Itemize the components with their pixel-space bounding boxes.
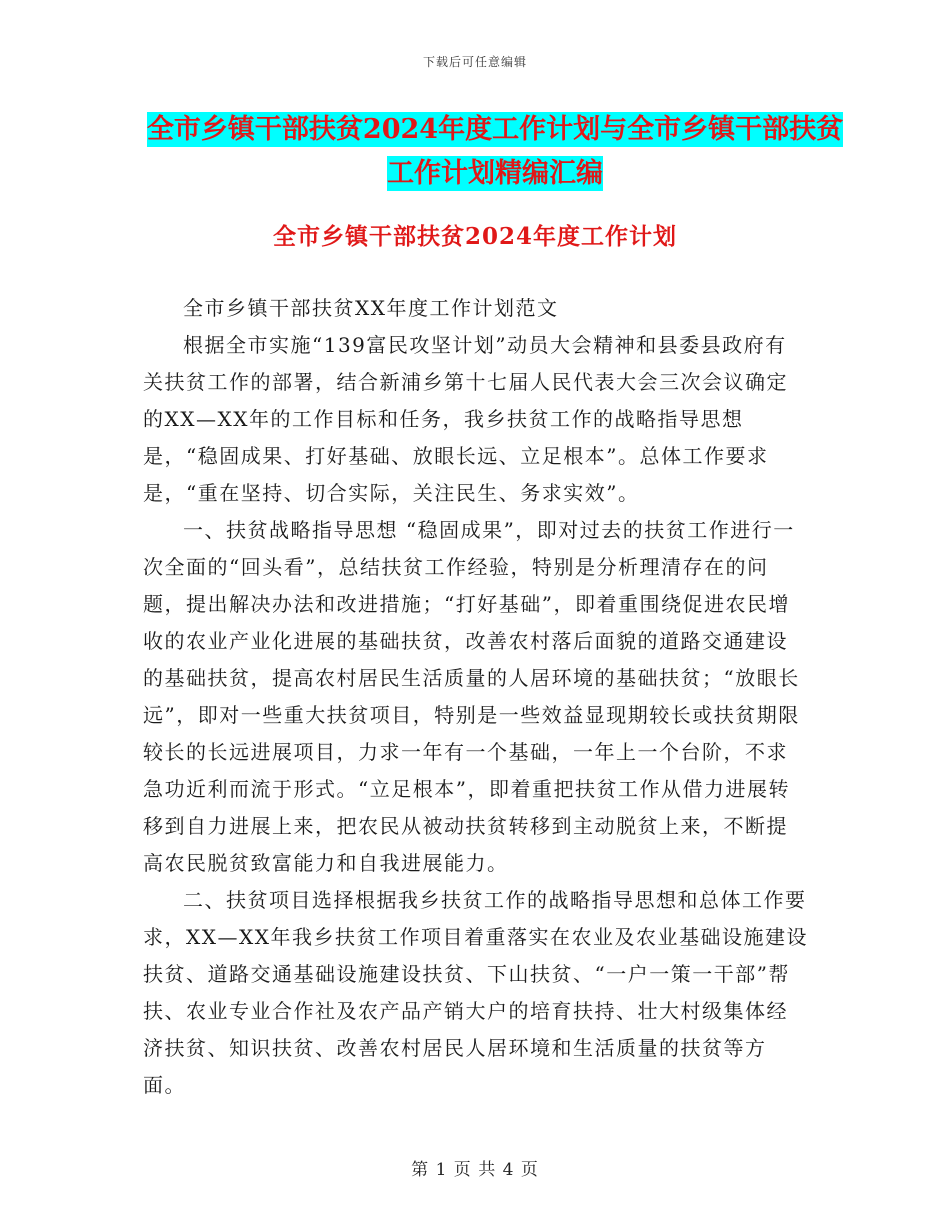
page-number: 第 1 页 共 4 页 <box>411 1160 539 1180</box>
paragraph: 全市乡镇干部扶贫XX年度工作计划范文 <box>183 296 559 320</box>
header-note: 下载后可任意编辑 <box>422 55 527 69</box>
paragraph: 一、扶贫战略指导思想 “稳固成果”，即对过去的扶贫工作进行一次全面的“回头看”，总结扶贫工作经验，特别是分析理清存在的问题，提出解决办法和改进措施；“打好基础”，即着重围绕促进农民增收的农业产业化进展的基础扶贫，改善农村落后面貌的道路交通建设的基础扶贫，提高农村居民生活质量的人居环境的基础扶贫；“放眼长远”，即对一些重大扶贫项目，特别是一些效益显现期较长或扶贫期限较长的长远进展项目，力求一年有一个基础，一年上一个台阶，不求急功近利而流于形式。“立足根本”，即着重把扶贫工作从借力进展转移到自力进展上来，把农民从被动扶贫转移到主动脱贫上来，不断提高农民脱贫致富能力和自我进展能力。 <box>143 518 800 875</box>
section-title: 全市乡镇干部扶贫2024年度工作计划 <box>272 223 677 250</box>
paragraph: 根据全市实施“139富民攻坚计划”动员大会精神和县委县政府有关扶贫工作的部署，结合新浦乡第十七届人民代表大会三次会议确定的XX—XX年的工作目标和任务，我乡扶贫工作的战略指导思想是，“稳固成果、打好基础、放眼长远、立足根本”。总体工作要求是，“重在坚持、切合实际，关注民生、务求实效”。 <box>143 333 788 505</box>
document-main-title <box>135 108 855 196</box>
main-title-text: 全市乡镇干部扶贫2024年度工作计划与全市乡镇干部扶贫工作计划精编汇编 <box>146 114 844 189</box>
paragraph: 二、扶贫项目选择根据我乡扶贫工作的战略指导思想和总体工作要求，XX—XX年我乡扶贫工作项目着重落实在农业及农业基础设施建设扶贫、道路交通基础设施建设扶贫、下山扶贫、“一户一策一干部”帮扶、农业专业合作社及农产品产销大户的培育扶持、壮大村级集体经济扶贫、知识扶贫、改善农村居民人居环境和生活质量的扶贫等方面。 <box>143 888 808 1097</box>
document-body <box>143 290 808 1104</box>
